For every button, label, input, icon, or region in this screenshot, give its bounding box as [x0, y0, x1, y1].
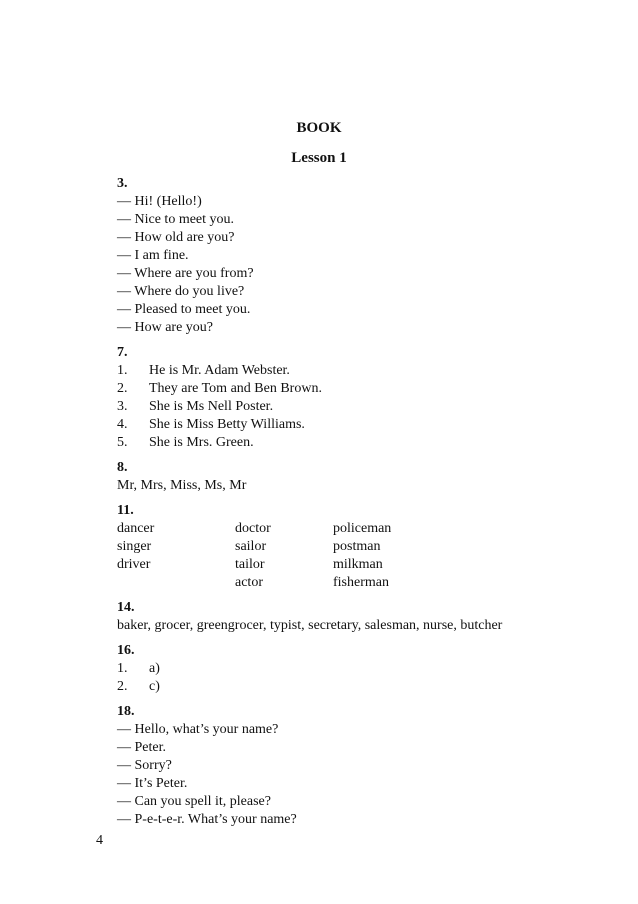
grid-cell: driver: [117, 557, 151, 572]
grid-cell: dancer: [117, 521, 155, 536]
section-number: 3.: [117, 176, 128, 191]
list-item: [117, 398, 597, 416]
dialogue-line: — Where do you live?: [117, 284, 245, 299]
item-text: a): [149, 661, 160, 676]
grid-cell: milkman: [333, 557, 383, 572]
list-item: [117, 434, 597, 452]
section-number: 14.: [117, 600, 135, 615]
list-item: [117, 678, 597, 696]
item-number: 3.: [117, 399, 128, 414]
item-text: He is Mr. Adam Webster.: [149, 363, 290, 378]
grid-cell: actor: [235, 575, 263, 590]
section-3: [117, 175, 597, 337]
dialogue-line: — Nice to meet you.: [117, 212, 235, 227]
item-text: She is Miss Betty Williams.: [149, 417, 305, 432]
dialogue-line: — How old are you?: [117, 230, 235, 245]
list-item: [117, 380, 597, 398]
section-number: 16.: [117, 643, 135, 658]
section-number: 11.: [117, 503, 134, 518]
grid-cell: doctor: [235, 521, 271, 536]
grid-cell: [117, 574, 235, 592]
dialogue-line: — Peter.: [117, 740, 166, 755]
dialogue-line: — Pleased to meet you.: [117, 302, 251, 317]
grid-cell: policeman: [333, 521, 392, 536]
item-number: 5.: [117, 435, 128, 450]
list-item: [117, 416, 597, 434]
section-14: [117, 599, 597, 635]
section-number: 8.: [117, 460, 128, 475]
lesson-heading: Lesson 1: [291, 150, 347, 166]
list-item: [117, 660, 597, 678]
answer-text: Mr, Mrs, Miss, Ms, Mr: [117, 478, 247, 493]
item-number: 1.: [117, 661, 128, 676]
list-item: [117, 362, 597, 380]
page-number: 4: [96, 833, 103, 848]
section-8: [117, 459, 597, 495]
item-number: 2.: [117, 679, 128, 694]
dialogue-line: — I am fine.: [117, 248, 189, 263]
grid-cell: postman: [333, 539, 381, 554]
answer-text: baker, grocer, greengrocer, typist, secretary, salesman, nurse, butcher: [117, 618, 503, 633]
dialogue-line: — Sorry?: [117, 758, 172, 773]
dialogue-line: — Can you spell it, please?: [117, 794, 271, 809]
item-number: 1.: [117, 363, 128, 378]
item-number: 2.: [117, 381, 128, 396]
dialogue-line: — P-e-t-e-r. What’s your name?: [117, 812, 297, 827]
section-number: 18.: [117, 704, 135, 719]
section-18: [117, 703, 597, 829]
dialogue-line: — It’s Peter.: [117, 776, 188, 791]
item-text: c): [149, 679, 160, 694]
dialogue-line: — How are you?: [117, 320, 214, 335]
grid-cell: sailor: [235, 539, 267, 554]
grid-cell: fisherman: [333, 575, 389, 590]
section-16: [117, 642, 597, 696]
book-heading: BOOK: [296, 120, 342, 136]
item-text: They are Tom and Ben Brown.: [149, 381, 322, 396]
section-7: [117, 344, 597, 452]
dialogue-line: — Hi! (Hello!): [117, 194, 202, 209]
item-text: She is Mrs. Green.: [149, 435, 254, 450]
dialogue-line: — Hello, what’s your name?: [117, 722, 279, 737]
section-number: 7.: [117, 345, 128, 360]
item-text: She is Ms Nell Poster.: [149, 399, 274, 414]
section-11: [117, 502, 597, 592]
answer-content: [117, 175, 597, 836]
grid-cell: singer: [117, 539, 152, 554]
grid-cell: tailor: [235, 557, 265, 572]
dialogue-line: — Where are you from?: [117, 266, 254, 281]
occupation-grid: [117, 520, 597, 592]
item-number: 4.: [117, 417, 128, 432]
